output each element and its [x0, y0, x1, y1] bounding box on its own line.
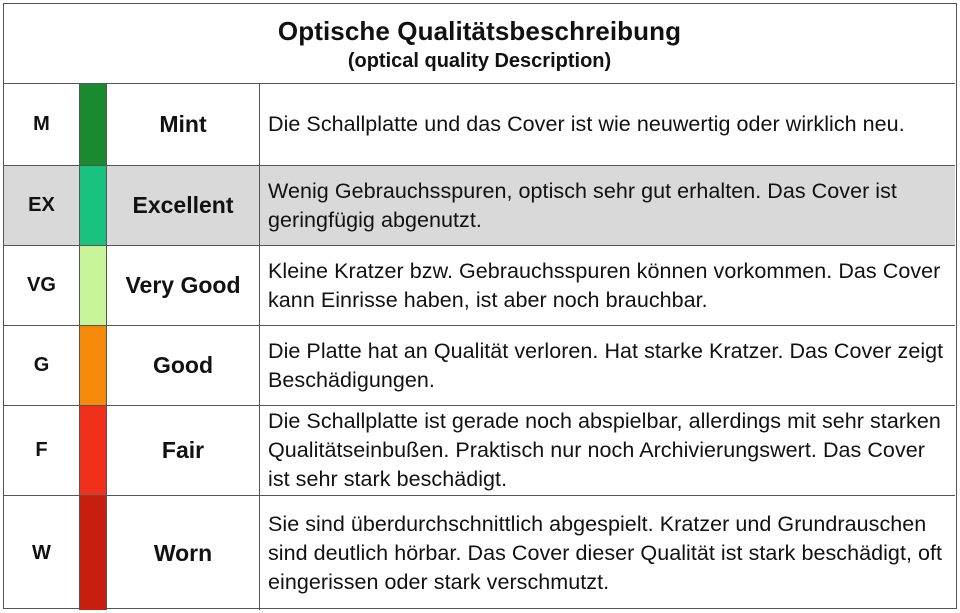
grade-row-excellent	[4, 166, 955, 246]
grade-color-swatch	[80, 496, 107, 610]
grade-description: Die Platte hat an Qualität verloren. Hat starke Kratzer. Das Cover zeigt Beschädigungen.	[268, 338, 944, 392]
grade-description: Sie sind überdurchschnittlich abgespielt. Kratzer und Grundrauschen sind deutlich hörbar. Das Cover dieser Qualität ist stark beschädigt, oft eingerissen oder stark verschmutzt.	[268, 511, 943, 594]
grade-name: Mint	[107, 84, 260, 165]
grade-row-mint	[4, 84, 955, 166]
grade-description: Die Schallplatte ist gerade noch abspielbar, allerdings mit sehr starken Qualitätseinbußen. Praktisch nur noch Archivierungswert. Das Cover ist sehr stark beschädigt.	[268, 409, 941, 491]
grade-code: W	[4, 496, 80, 610]
grade-color-swatch	[80, 246, 107, 325]
page-subtitle: (optical quality Description)	[347, 50, 612, 72]
grade-name: Excellent	[107, 166, 260, 245]
grade-code: F	[4, 406, 80, 495]
quality-table	[3, 3, 957, 609]
grade-code: EX	[4, 166, 80, 245]
grade-color-swatch	[80, 166, 107, 245]
grade-code: VG	[4, 246, 80, 325]
grade-name: Fair	[107, 406, 260, 495]
grade-description: Kleine Kratzer bzw. Gebrauchsspuren können vorkommen. Das Cover kann Einrisse haben, ist aber noch brauchbar.	[268, 258, 941, 312]
grade-name: Good	[107, 326, 260, 405]
grade-name: Worn	[107, 496, 260, 610]
table-header	[4, 4, 955, 84]
grade-code: M	[4, 84, 80, 165]
grade-color-swatch	[80, 326, 107, 405]
grade-description: Wenig Gebrauchsspuren, optisch sehr gut erhalten. Das Cover ist geringfügig abgenutzt.	[268, 178, 897, 232]
grade-code: G	[4, 326, 80, 405]
grade-row-very-good	[4, 246, 955, 326]
grade-color-swatch	[80, 84, 107, 165]
grade-row-fair	[4, 406, 955, 496]
grade-row-worn	[4, 496, 955, 610]
grade-description: Die Schallplatte und das Cover ist wie neuwertig oder wirklich neu.	[268, 112, 905, 136]
grade-color-swatch	[80, 406, 107, 495]
page-title: Optische Qualitätsbeschreibung	[277, 16, 682, 46]
grade-row-good	[4, 326, 955, 406]
grade-name: Very Good	[107, 246, 260, 325]
